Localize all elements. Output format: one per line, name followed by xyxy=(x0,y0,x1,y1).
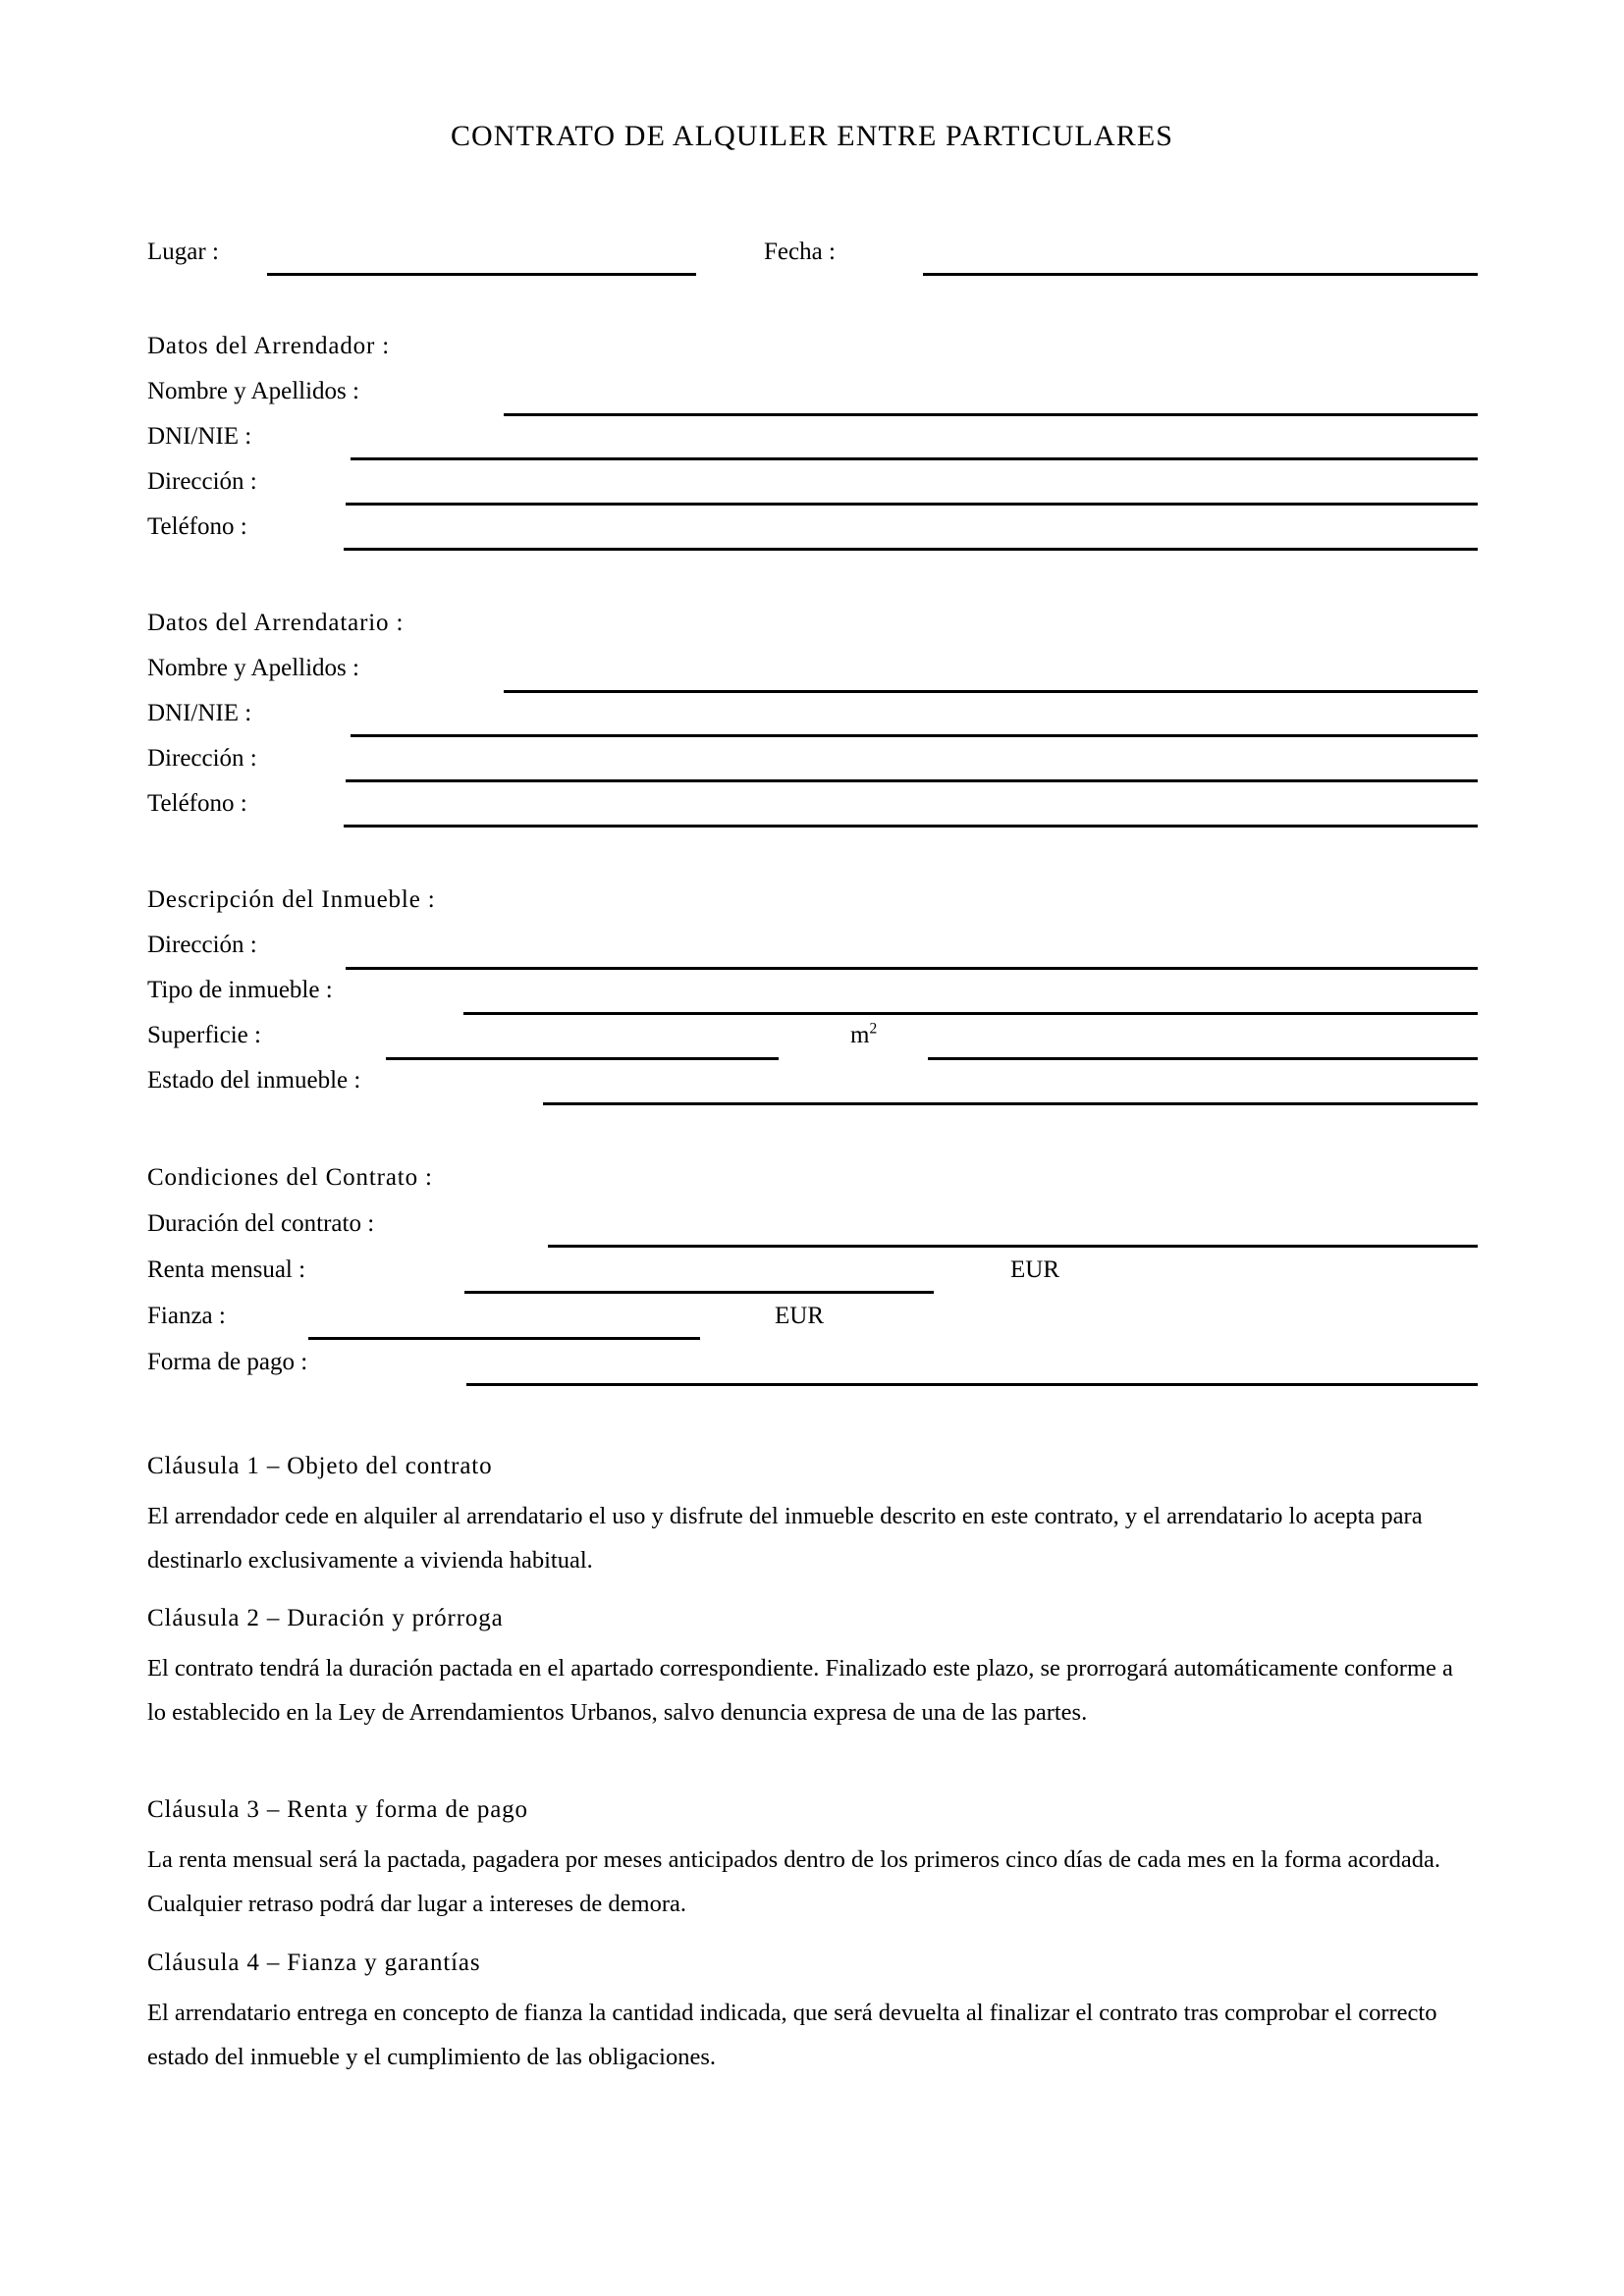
tenant-dni-label-wrap xyxy=(147,697,251,730)
property-surface-label: Superficie : xyxy=(147,1022,261,1048)
tenant-name-input-rule[interactable] xyxy=(504,690,1478,693)
surface-unit xyxy=(850,1019,877,1052)
clause-3-body: La renta mensual será la pactada, pagadera por meses anticipados dentro de los primeros cinco días de cada mes en la forma acordada. Cualquier retraso podrá dar lugar a intereses de demora. xyxy=(147,1846,1440,1917)
clause-2-heading: Cláusula 2 – Duración y prórroga xyxy=(147,1605,504,1631)
payment-method-label: Forma de pago : xyxy=(147,1349,308,1375)
deposit-input-rule[interactable] xyxy=(308,1337,700,1340)
landlord-section-label: Datos del Arrendador : xyxy=(147,333,391,359)
property-type-label: Tipo de inmueble : xyxy=(147,977,333,1003)
clause-1-body: El arrendador cede en alquiler al arrendatario el uso y disfrute del inmueble descrito en este contrato, y el arrendatario lo acepta para destinarlo exclusivamente a vivienda habitual. xyxy=(147,1503,1423,1574)
property-section-label: Descripción del Inmueble : xyxy=(147,886,436,913)
place-label: Lugar : xyxy=(147,239,219,265)
clause-1-heading: Cláusula 1 – Objeto del contrato xyxy=(147,1453,493,1479)
date-input-rule[interactable] xyxy=(923,273,1478,276)
tenant-phone-label-wrap xyxy=(147,787,247,821)
surface-unit-exponent: 2 xyxy=(869,1020,878,1038)
rent-label: Renta mensual : xyxy=(147,1256,306,1283)
rent-label-wrap xyxy=(147,1254,305,1287)
clause-4-heading: Cláusula 4 – Fianza y garantías xyxy=(147,1949,481,1976)
property-address-label: Dirección : xyxy=(147,932,257,958)
property-state-label-wrap xyxy=(147,1064,360,1097)
tenant-phone-input-rule[interactable] xyxy=(344,825,1478,828)
property-type-input-rule[interactable] xyxy=(463,1012,1478,1015)
tenant-address-input-rule[interactable] xyxy=(346,779,1478,782)
payment-method-label-wrap xyxy=(147,1346,307,1379)
rent-currency-label: EUR xyxy=(1010,1256,1059,1283)
landlord-phone-label-wrap xyxy=(147,510,247,544)
tenant-dni-label: DNI/NIE : xyxy=(147,700,252,726)
landlord-phone-label: Teléfono : xyxy=(147,513,247,540)
clause-2-body: El contrato tendrá la duración pactada en el apartado correspondiente. Finalizado este plazo, se prorrogará automáticamente conforme a lo establecido en la Ley de Arrendamientos Urbanos, salvo denuncia expresa de una de las partes. xyxy=(147,1655,1453,1726)
page-title: CONTRATO DE ALQUILER ENTRE PARTICULARES xyxy=(450,120,1174,152)
tenant-section-label: Datos del Arrendatario : xyxy=(147,610,405,636)
date-label: Fecha : xyxy=(764,239,836,265)
property-state-input-rule[interactable] xyxy=(543,1102,1478,1105)
landlord-name-label-wrap xyxy=(147,375,359,408)
property-address-label-wrap xyxy=(147,929,257,962)
place-input-rule[interactable] xyxy=(267,273,696,276)
landlord-phone-input-rule[interactable] xyxy=(344,548,1478,551)
tenant-phone-label: Teléfono : xyxy=(147,790,247,817)
tenant-name-label-wrap xyxy=(147,652,359,685)
tenant-address-label: Dirección : xyxy=(147,745,257,772)
landlord-address-label: Dirección : xyxy=(147,468,257,495)
tenant-section-heading xyxy=(147,607,404,640)
landlord-section-heading xyxy=(147,330,390,363)
conditions-section-heading xyxy=(147,1161,433,1195)
property-address-input-rule[interactable] xyxy=(346,967,1478,970)
deposit-currency-label: EUR xyxy=(775,1303,824,1329)
tenant-address-label-wrap xyxy=(147,742,257,775)
tenant-name-label: Nombre y Apellidos : xyxy=(147,655,359,681)
place-label-wrap xyxy=(147,236,219,269)
rent-input-rule[interactable] xyxy=(464,1291,934,1294)
property-section-heading xyxy=(147,883,436,917)
payment-method-input-rule[interactable] xyxy=(466,1383,1478,1386)
property-type-label-wrap xyxy=(147,974,333,1007)
landlord-address-input-rule[interactable] xyxy=(346,503,1478,506)
deposit-label: Fianza : xyxy=(147,1303,226,1329)
landlord-dni-input-rule[interactable] xyxy=(351,457,1478,460)
tenant-dni-input-rule[interactable] xyxy=(351,734,1478,737)
surface-unit-base: m xyxy=(850,1022,870,1048)
property-surface-input-rule[interactable] xyxy=(386,1057,779,1060)
duration-input-rule[interactable] xyxy=(548,1245,1478,1248)
duration-label-wrap xyxy=(147,1207,374,1241)
deposit-label-wrap xyxy=(147,1300,226,1333)
clause-4-body: El arrendatario entrega en concepto de fianza la cantidad indicada, que será devuelta al finalizar el contrato tras comprobar el correcto estado del inmueble y el cumplimiento de las obligaciones. xyxy=(147,2000,1437,2070)
date-label-wrap xyxy=(764,236,836,269)
duration-label: Duración del contrato : xyxy=(147,1210,375,1237)
landlord-name-label: Nombre y Apellidos : xyxy=(147,378,359,404)
landlord-dni-label: DNI/NIE : xyxy=(147,423,252,450)
landlord-dni-label-wrap xyxy=(147,420,251,454)
property-surface-extra-rule[interactable] xyxy=(928,1057,1478,1060)
landlord-name-input-rule[interactable] xyxy=(504,413,1478,416)
property-surface-label-wrap xyxy=(147,1019,261,1052)
clause-3-heading: Cláusula 3 – Renta y forma de pago xyxy=(147,1796,528,1823)
property-state-label: Estado del inmueble : xyxy=(147,1067,361,1094)
landlord-address-label-wrap xyxy=(147,465,257,499)
conditions-section-label: Condiciones del Contrato : xyxy=(147,1164,433,1191)
